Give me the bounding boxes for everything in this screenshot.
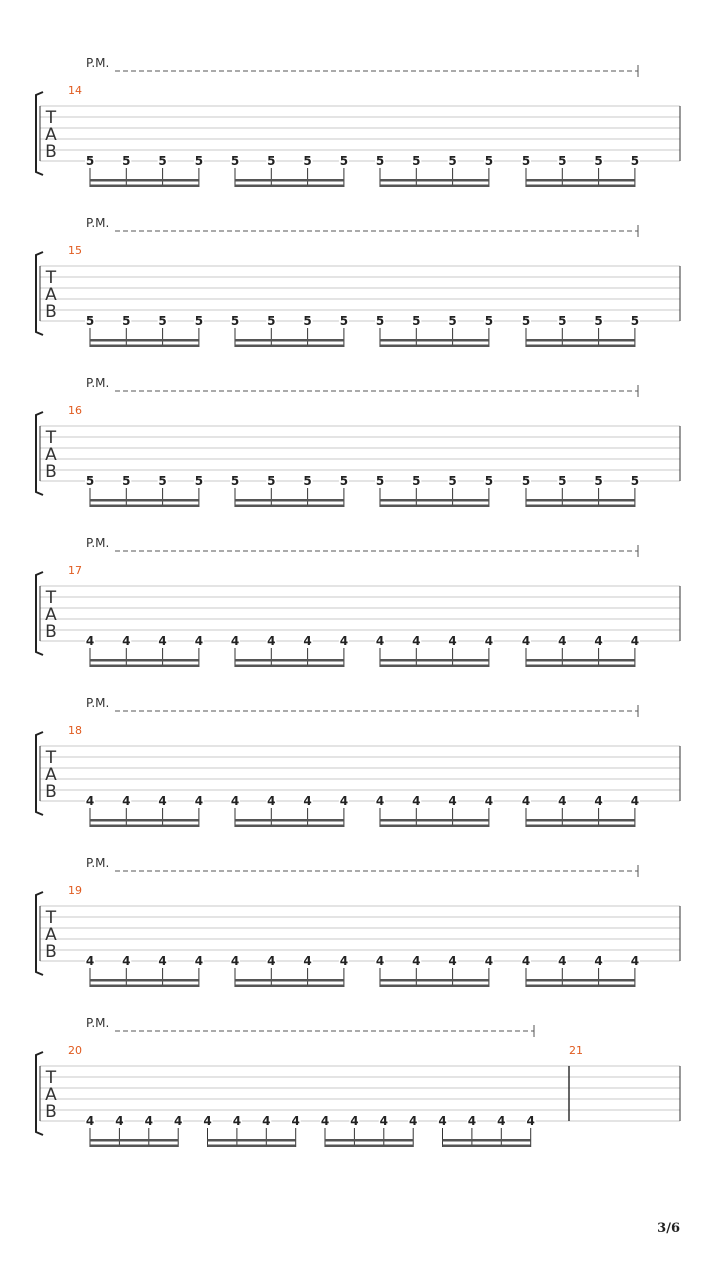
fret-number: 5	[594, 154, 603, 168]
fret-number: 5	[594, 314, 603, 328]
fret-number: 4	[594, 954, 603, 968]
beam-primary	[380, 339, 489, 342]
fret-number: 4	[158, 954, 167, 968]
palm-mute-label: P.M.	[86, 536, 110, 550]
fret-number: 5	[194, 154, 204, 168]
fret-number: 5	[448, 154, 457, 168]
fret-number: 5	[339, 474, 349, 488]
fret-number: 5	[375, 154, 385, 168]
fret-number: 5	[521, 154, 531, 168]
beam-secondary	[90, 825, 199, 828]
fret-number: 4	[230, 794, 240, 808]
tab-clef-letter: B	[45, 302, 57, 322]
fret-number: 4	[409, 1114, 418, 1128]
fret-number: 4	[339, 954, 349, 968]
beam-primary	[235, 819, 344, 822]
beam-secondary	[380, 505, 489, 508]
beam-secondary	[380, 825, 489, 828]
fret-number: 4	[85, 1114, 95, 1128]
beam-primary	[380, 179, 489, 182]
beam-secondary	[526, 665, 635, 668]
beam-primary	[90, 179, 199, 182]
beam-secondary	[443, 1145, 531, 1148]
fret-number: 5	[558, 474, 567, 488]
fret-number: 5	[448, 474, 457, 488]
tab-clef-letter: T	[45, 588, 57, 608]
fret-number: 4	[158, 634, 167, 648]
fret-number: 4	[448, 634, 457, 648]
fret-number: 4	[230, 634, 240, 648]
tab-clef-letter: T	[45, 108, 57, 128]
beam-secondary	[325, 1145, 413, 1148]
beam-primary	[380, 499, 489, 502]
fret-number: 4	[412, 794, 421, 808]
fret-number: 4	[558, 954, 567, 968]
fret-number: 4	[375, 954, 385, 968]
fret-number: 5	[85, 474, 95, 488]
measure-number: 20	[68, 1044, 82, 1057]
beam-secondary	[235, 505, 344, 508]
fret-number: 5	[521, 314, 531, 328]
beam-primary	[325, 1139, 413, 1142]
fret-number: 4	[267, 954, 276, 968]
measure-number: 17	[68, 564, 82, 577]
fret-number: 4	[122, 634, 131, 648]
fret-number: 4	[375, 794, 385, 808]
beam-secondary	[235, 345, 344, 348]
beam-primary	[235, 499, 344, 502]
tab-clef-letter: A	[45, 285, 57, 305]
fret-number: 5	[558, 154, 567, 168]
tab-clef-letter: T	[45, 748, 57, 768]
beam-primary	[380, 819, 489, 822]
tab-clef-letter: B	[45, 782, 57, 802]
beam-primary	[526, 339, 635, 342]
tab-clef-letter: B	[45, 942, 57, 962]
palm-mute-label: P.M.	[86, 56, 110, 70]
beam-primary	[235, 179, 344, 182]
beam-secondary	[90, 1145, 178, 1148]
palm-mute-label: P.M.	[86, 856, 110, 870]
fret-number: 5	[303, 314, 312, 328]
beam-primary	[90, 499, 199, 502]
measure-number: 19	[68, 884, 82, 897]
fret-number: 4	[467, 1114, 477, 1128]
palm-mute-label: P.M.	[86, 1016, 110, 1030]
fret-number: 5	[375, 474, 385, 488]
fret-number: 4	[448, 954, 457, 968]
fret-number: 4	[339, 794, 349, 808]
fret-number: 4	[375, 634, 385, 648]
fret-number: 5	[122, 154, 131, 168]
fret-number: 4	[526, 1114, 535, 1128]
fret-number: 4	[122, 794, 131, 808]
beam-secondary	[90, 665, 199, 668]
fret-number: 5	[194, 474, 204, 488]
fret-number: 5	[630, 474, 640, 488]
beam-secondary	[235, 185, 344, 188]
fret-number: 5	[230, 474, 240, 488]
fret-number: 4	[262, 1114, 271, 1128]
fret-number: 5	[158, 154, 167, 168]
measure-number: 14	[68, 84, 82, 97]
beam-secondary	[380, 665, 489, 668]
fret-number: 5	[194, 314, 204, 328]
fret-number: 5	[339, 314, 349, 328]
fret-number: 4	[350, 1114, 359, 1128]
beam-primary	[90, 659, 199, 662]
fret-number: 4	[303, 794, 312, 808]
fret-number: 5	[122, 474, 131, 488]
tab-clef-letter: A	[45, 925, 57, 945]
tab-clef-letter: T	[45, 428, 57, 448]
fret-number: 5	[412, 474, 421, 488]
fret-number: 5	[594, 474, 603, 488]
tab-clef-letter: T	[45, 268, 57, 288]
beam-primary	[90, 979, 199, 982]
beam-secondary	[526, 825, 635, 828]
palm-mute-label: P.M.	[86, 216, 110, 230]
fret-number: 5	[267, 154, 276, 168]
beam-secondary	[235, 985, 344, 988]
fret-number: 4	[267, 794, 276, 808]
beam-primary	[208, 1139, 296, 1142]
beam-secondary	[526, 185, 635, 188]
fret-number: 5	[230, 154, 240, 168]
fret-number: 4	[521, 634, 531, 648]
beam-primary	[90, 339, 199, 342]
fret-number: 4	[303, 634, 312, 648]
fret-number: 4	[122, 954, 131, 968]
fret-number: 4	[85, 794, 95, 808]
tab-clef-letter: B	[45, 142, 57, 162]
tab-clef-letter: A	[45, 445, 57, 465]
palm-mute-label: P.M.	[86, 376, 110, 390]
beam-primary	[526, 659, 635, 662]
tab-clef-letter: A	[45, 125, 57, 145]
fret-number: 5	[303, 154, 312, 168]
fret-number: 5	[484, 474, 494, 488]
beam-secondary	[235, 825, 344, 828]
fret-number: 4	[230, 954, 240, 968]
fret-number: 4	[497, 1114, 506, 1128]
fret-number: 5	[630, 154, 640, 168]
palm-mute-label: P.M.	[86, 696, 110, 710]
beam-secondary	[235, 665, 344, 668]
tab-clef-letter: A	[45, 765, 57, 785]
beam-primary	[235, 979, 344, 982]
beam-secondary	[380, 345, 489, 348]
fret-number: 4	[630, 634, 640, 648]
measure-number: 15	[68, 244, 82, 257]
fret-number: 4	[484, 794, 494, 808]
fret-number: 5	[521, 474, 531, 488]
tab-clef-letter: A	[45, 605, 57, 625]
fret-number: 4	[232, 1114, 242, 1128]
fret-number: 4	[521, 794, 531, 808]
fret-number: 4	[594, 634, 603, 648]
page-number: 3/6	[657, 1221, 680, 1236]
fret-number: 4	[85, 954, 95, 968]
fret-number: 4	[320, 1114, 330, 1128]
fret-number: 5	[85, 314, 95, 328]
beam-primary	[90, 819, 199, 822]
beam-primary	[443, 1139, 531, 1142]
fret-number: 5	[158, 474, 167, 488]
measure-number: 18	[68, 724, 82, 737]
fret-number: 5	[448, 314, 457, 328]
beam-primary	[380, 979, 489, 982]
tab-clef-letter: B	[45, 1102, 57, 1122]
measure-number: 21	[569, 1044, 583, 1057]
fret-number: 4	[438, 1114, 447, 1128]
beam-primary	[526, 499, 635, 502]
fret-number: 5	[630, 314, 640, 328]
fret-number: 4	[267, 634, 276, 648]
fret-number: 4	[158, 794, 167, 808]
fret-number: 5	[412, 314, 421, 328]
fret-number: 5	[303, 474, 312, 488]
beam-secondary	[90, 985, 199, 988]
fret-number: 4	[203, 1114, 212, 1128]
fret-number: 5	[267, 474, 276, 488]
beam-primary	[380, 659, 489, 662]
beam-secondary	[90, 185, 199, 188]
fret-number: 5	[158, 314, 167, 328]
fret-number: 4	[194, 634, 204, 648]
fret-number: 4	[115, 1114, 124, 1128]
fret-number: 4	[291, 1114, 300, 1128]
beam-secondary	[90, 345, 199, 348]
beam-primary	[90, 1139, 178, 1142]
fret-number: 5	[484, 154, 494, 168]
fret-number: 5	[339, 154, 349, 168]
fret-number: 4	[412, 954, 421, 968]
fret-number: 4	[303, 954, 312, 968]
fret-number: 5	[85, 154, 95, 168]
beam-secondary	[380, 185, 489, 188]
beam-primary	[526, 979, 635, 982]
fret-number: 4	[412, 634, 421, 648]
beam-secondary	[208, 1145, 296, 1148]
beam-primary	[235, 659, 344, 662]
beam-primary	[235, 339, 344, 342]
fret-number: 4	[558, 794, 567, 808]
fret-number: 4	[630, 954, 640, 968]
tab-clef-letter: T	[45, 1068, 57, 1088]
fret-number: 5	[412, 154, 421, 168]
beam-secondary	[90, 505, 199, 508]
tab-clef-letter: T	[45, 908, 57, 928]
fret-number: 4	[558, 634, 567, 648]
fret-number: 5	[375, 314, 385, 328]
fret-number: 5	[122, 314, 131, 328]
beam-primary	[526, 179, 635, 182]
fret-number: 4	[379, 1114, 388, 1128]
beam-secondary	[526, 985, 635, 988]
fret-number: 5	[484, 314, 494, 328]
fret-number: 4	[521, 954, 531, 968]
fret-number: 4	[339, 634, 349, 648]
measure-number: 16	[68, 404, 82, 417]
fret-number: 5	[558, 314, 567, 328]
fret-number: 4	[448, 794, 457, 808]
beam-secondary	[526, 345, 635, 348]
fret-number: 5	[230, 314, 240, 328]
fret-number: 4	[144, 1114, 153, 1128]
tab-clef-letter: B	[45, 622, 57, 642]
fret-number: 4	[194, 794, 204, 808]
beam-primary	[526, 819, 635, 822]
fret-number: 4	[594, 794, 603, 808]
tab-clef-letter: B	[45, 462, 57, 482]
fret-number: 5	[267, 314, 276, 328]
fret-number: 4	[85, 634, 95, 648]
fret-number: 4	[484, 954, 494, 968]
fret-number: 4	[484, 634, 494, 648]
fret-number: 4	[630, 794, 640, 808]
fret-number: 4	[174, 1114, 183, 1128]
tab-clef-letter: A	[45, 1085, 57, 1105]
beam-secondary	[380, 985, 489, 988]
beam-secondary	[526, 505, 635, 508]
fret-number: 4	[194, 954, 204, 968]
